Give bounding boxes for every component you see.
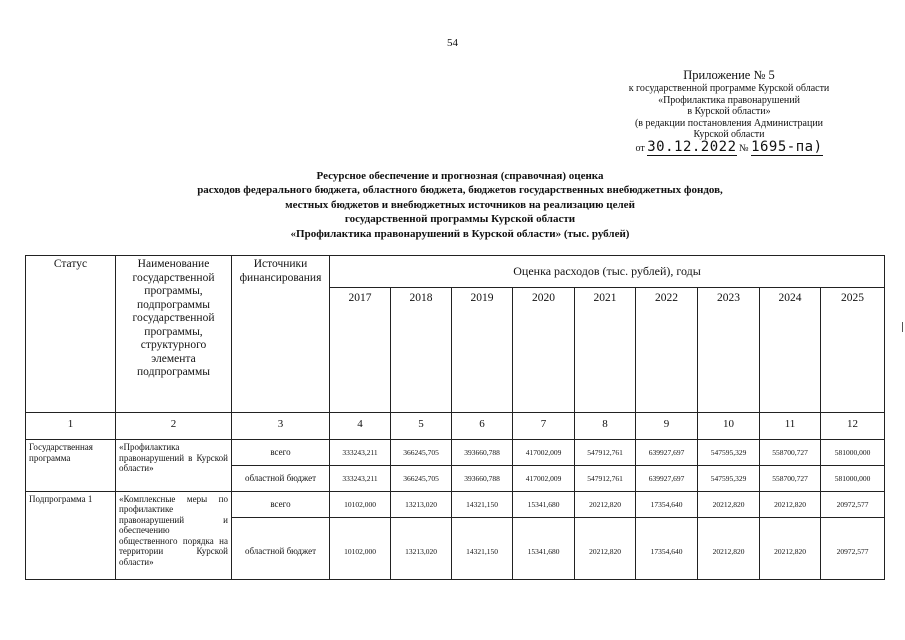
value-cell: 10102,000	[330, 491, 391, 517]
resource-table	[25, 255, 885, 580]
row-status: Подпрограмма 1	[26, 491, 116, 579]
document-title	[130, 169, 790, 241]
column-number: 11	[760, 413, 821, 440]
funding-source: всего	[232, 440, 330, 466]
handwritten-number: 1695-па)	[751, 138, 823, 155]
value-cell: 366245,705	[391, 440, 452, 466]
title-line: местных бюджетов и внебюджетных источников на реализацию целей	[285, 198, 635, 211]
value-cell: 20972,577	[821, 491, 885, 517]
row-status: Государственная программа	[26, 440, 116, 492]
value-cell: 20212,820	[575, 517, 636, 579]
value-cell: 547595,329	[698, 465, 760, 491]
annex-line: Курской области	[693, 129, 765, 140]
value-cell: 581000,000	[821, 440, 885, 466]
value-cell: 17354,640	[636, 491, 698, 517]
year-header: 2017	[330, 288, 391, 413]
funding-source: областной бюджет	[232, 465, 330, 491]
value-cell: 333243,211	[330, 465, 391, 491]
value-cell: 547912,761	[575, 440, 636, 466]
annex-line: «Профилактика правонарушений	[658, 94, 800, 106]
column-number: 4	[330, 413, 391, 440]
value-cell: 581000,000	[821, 465, 885, 491]
value-cell: 558700,727	[760, 440, 821, 466]
funding-source: областной бюджет	[232, 517, 330, 579]
value-cell: 639927,697	[636, 440, 698, 466]
year-header: 2019	[452, 288, 513, 413]
year-header: 2022	[636, 288, 698, 413]
value-cell: 639927,697	[636, 465, 698, 491]
annex-line: к государственной программе Курской области	[628, 83, 830, 94]
value-cell: 13213,020	[391, 491, 452, 517]
column-number: 9	[636, 413, 698, 440]
title-line: государственной программы Курской области	[344, 213, 576, 226]
column-number: 10	[698, 413, 760, 440]
handwritten-date: 30.12.2022	[647, 138, 737, 155]
row-name: «Комплексные меры по профилактике правонарушений и обеспечению общественного порядка на территории Курской области»	[116, 491, 232, 579]
year-header: 2023	[698, 288, 760, 413]
value-cell: 13213,020	[391, 517, 452, 579]
value-cell: 393660,788	[452, 465, 513, 491]
header-status: Статус	[26, 256, 116, 413]
date-prefix: от	[635, 142, 645, 154]
value-cell: 20212,820	[698, 491, 760, 517]
number-prefix: №	[739, 142, 749, 154]
column-number: 3	[232, 413, 330, 440]
value-cell: 417002,009	[513, 465, 575, 491]
value-cell: 20212,820	[760, 517, 821, 579]
value-cell: 547912,761	[575, 465, 636, 491]
annex-date-line	[600, 138, 858, 155]
value-cell: 366245,705	[391, 465, 452, 491]
header-name: Наименование государственной программы, подпрограммы государственной программы, структурного элемента подпрограммы	[116, 256, 232, 413]
value-cell: 10102,000	[330, 517, 391, 579]
value-cell: 20212,820	[575, 491, 636, 517]
year-header: 2024	[760, 288, 821, 413]
column-number: 6	[452, 413, 513, 440]
column-number: 2	[116, 413, 232, 440]
annex-block	[600, 68, 858, 154]
title-line: Ресурсное обеспечение и прогнозная (справочная) оценка	[316, 170, 604, 182]
annex-line: (в редакции постановления Администрации	[634, 117, 824, 129]
annex-line: в Курской области»	[687, 106, 771, 117]
value-cell: 547595,329	[698, 440, 760, 466]
column-number: 12	[821, 413, 885, 440]
row-name: «Профилактика правонарушений в Курской области»	[116, 440, 232, 492]
header-sources: Источники финансирования	[232, 256, 330, 413]
year-header: 2020	[513, 288, 575, 413]
value-cell: 14321,150	[452, 517, 513, 579]
column-number: 1	[26, 413, 116, 440]
table-row	[26, 491, 885, 517]
title-line: «Профилактика правонарушений в Курской области» (тыс. рублей)	[290, 227, 630, 240]
scan-edge-mark	[902, 322, 903, 332]
value-cell: 17354,640	[636, 517, 698, 579]
column-number: 8	[575, 413, 636, 440]
column-number: 5	[391, 413, 452, 440]
value-cell: 14321,150	[452, 491, 513, 517]
funding-source: всего	[232, 491, 330, 517]
value-cell: 20212,820	[760, 491, 821, 517]
year-header: 2021	[575, 288, 636, 413]
value-cell: 20972,577	[821, 517, 885, 579]
column-number: 7	[513, 413, 575, 440]
value-cell: 558700,727	[760, 465, 821, 491]
value-cell: 333243,211	[330, 440, 391, 466]
header-estimate: Оценка расходов (тыс. рублей), годы	[330, 256, 885, 288]
value-cell: 20212,820	[698, 517, 760, 579]
value-cell: 15341,680	[513, 491, 575, 517]
page-number: 54	[447, 37, 458, 49]
value-cell: 417002,009	[513, 440, 575, 466]
value-cell: 15341,680	[513, 517, 575, 579]
title-line: расходов федерального бюджета, областного бюджета, бюджетов государственных внебюджетных фондов,	[197, 184, 723, 197]
value-cell: 393660,788	[452, 440, 513, 466]
annex-title: Приложение № 5	[683, 68, 775, 82]
table-row	[26, 440, 885, 466]
year-header: 2018	[391, 288, 452, 413]
year-header: 2025	[821, 288, 885, 413]
